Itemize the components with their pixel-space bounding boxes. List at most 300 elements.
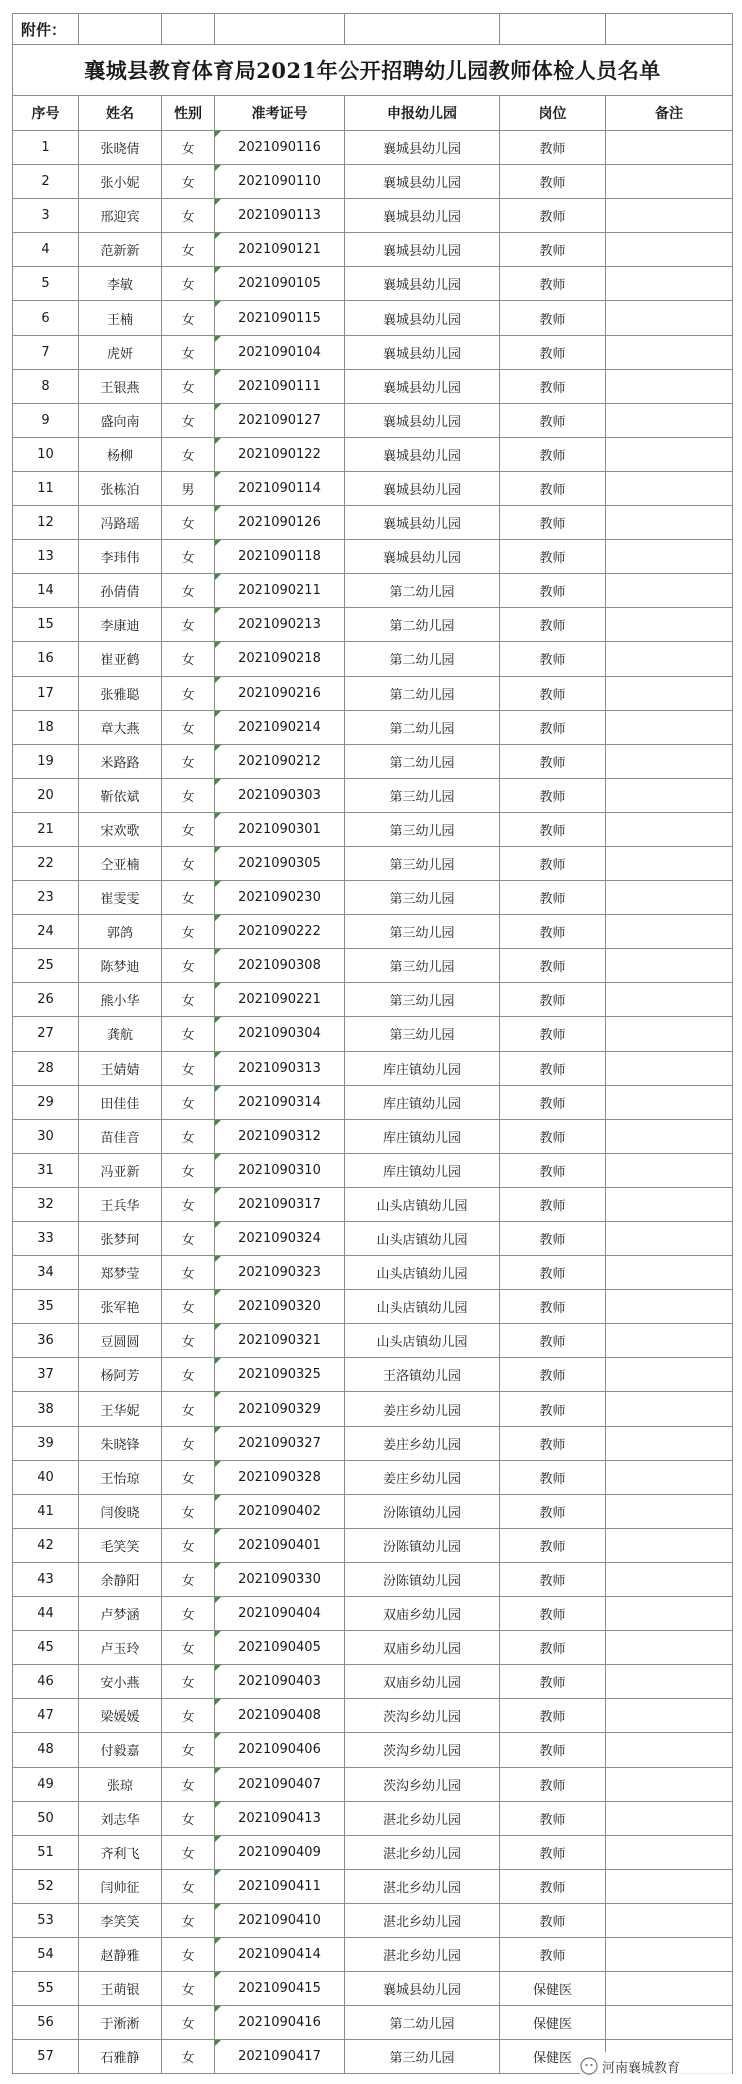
row-name: 冯亚新	[79, 1153, 162, 1187]
row-exam-id: 2021090321	[215, 1324, 345, 1358]
row-remark	[606, 471, 733, 505]
row-index: 8	[13, 369, 79, 403]
row-gender: 女	[162, 915, 215, 949]
row-position: 教师	[500, 233, 606, 267]
attachment-label: 附件：	[13, 14, 79, 45]
row-name: 崔雯雯	[79, 881, 162, 915]
row-index: 3	[13, 199, 79, 233]
row-name: 张晓倩	[79, 131, 162, 165]
row-name: 豆圆圆	[79, 1324, 162, 1358]
row-kindergarten: 第三幼儿园	[345, 1017, 500, 1051]
row-exam-id: 2021090417	[215, 2040, 345, 2074]
row-remark	[606, 642, 733, 676]
row-gender: 女	[162, 1256, 215, 1290]
row-index: 4	[13, 233, 79, 267]
row-gender: 女	[162, 131, 215, 165]
row-exam-id: 2021090304	[215, 1017, 345, 1051]
table-row	[13, 1392, 733, 1426]
row-gender: 女	[162, 267, 215, 301]
row-gender: 女	[162, 369, 215, 403]
table-row	[13, 1119, 733, 1153]
row-index: 22	[13, 846, 79, 880]
row-name: 张梦珂	[79, 1222, 162, 1256]
row-position: 教师	[500, 1494, 606, 1528]
row-remark	[606, 131, 733, 165]
row-remark	[606, 1324, 733, 1358]
row-index: 9	[13, 403, 79, 437]
row-index: 2	[13, 165, 79, 199]
row-kindergarten: 汾陈镇幼儿园	[345, 1494, 500, 1528]
row-kindergarten: 库庄镇幼儿园	[345, 1119, 500, 1153]
row-remark	[606, 1426, 733, 1460]
row-exam-id: 2021090305	[215, 846, 345, 880]
roster-table	[12, 13, 733, 2074]
table-row	[13, 846, 733, 880]
row-position: 教师	[500, 1153, 606, 1187]
table-row	[13, 1597, 733, 1631]
row-remark	[606, 1153, 733, 1187]
row-exam-id: 2021090105	[215, 267, 345, 301]
row-kindergarten: 姜庄乡幼儿园	[345, 1426, 500, 1460]
table-row	[13, 471, 733, 505]
row-exam-id: 2021090407	[215, 1767, 345, 1801]
table-row	[13, 2006, 733, 2040]
row-name: 余静阳	[79, 1562, 162, 1596]
row-exam-id: 2021090401	[215, 1528, 345, 1562]
row-exam-id: 2021090121	[215, 233, 345, 267]
row-kindergarten: 第三幼儿园	[345, 881, 500, 915]
row-index: 7	[13, 335, 79, 369]
table-row	[13, 506, 733, 540]
row-index: 10	[13, 437, 79, 471]
table-row	[13, 1699, 733, 1733]
row-position: 教师	[500, 1767, 606, 1801]
row-position: 教师	[500, 949, 606, 983]
row-gender: 女	[162, 1392, 215, 1426]
row-kindergarten: 襄城县幼儿园	[345, 165, 500, 199]
row-exam-id: 2021090116	[215, 131, 345, 165]
row-kindergarten: 山头店镇幼儿园	[345, 1256, 500, 1290]
row-gender: 女	[162, 1085, 215, 1119]
row-name: 王怡琼	[79, 1460, 162, 1494]
row-name: 李玮伟	[79, 540, 162, 574]
row-position: 教师	[500, 1426, 606, 1460]
row-index: 23	[13, 881, 79, 915]
row-index: 21	[13, 812, 79, 846]
row-kindergarten: 襄城县幼儿园	[345, 471, 500, 505]
row-index: 35	[13, 1290, 79, 1324]
row-kindergarten: 襄城县幼儿园	[345, 1972, 500, 2006]
table-header	[13, 96, 733, 131]
row-name: 孙倩倩	[79, 574, 162, 608]
row-kindergarten: 山头店镇幼儿园	[345, 1222, 500, 1256]
row-name: 石雅静	[79, 2040, 162, 2074]
row-remark	[606, 1835, 733, 1869]
table-row	[13, 1972, 733, 2006]
table-row	[13, 1665, 733, 1699]
row-remark	[606, 1290, 733, 1324]
row-index: 42	[13, 1528, 79, 1562]
row-gender: 女	[162, 1358, 215, 1392]
row-remark	[606, 778, 733, 812]
row-gender: 女	[162, 846, 215, 880]
row-name: 靳依斌	[79, 778, 162, 812]
row-kindergarten: 汾陈镇幼儿园	[345, 1562, 500, 1596]
row-exam-id: 2021090416	[215, 2006, 345, 2040]
row-gender: 女	[162, 642, 215, 676]
row-gender: 女	[162, 233, 215, 267]
row-gender: 女	[162, 1051, 215, 1085]
row-index: 13	[13, 540, 79, 574]
row-remark	[606, 1256, 733, 1290]
row-position: 教师	[500, 1528, 606, 1562]
row-gender: 女	[162, 1494, 215, 1528]
row-exam-id: 2021090408	[215, 1699, 345, 1733]
row-name: 卢玉玲	[79, 1631, 162, 1665]
table-row	[13, 233, 733, 267]
row-exam-id: 2021090328	[215, 1460, 345, 1494]
table-row	[13, 676, 733, 710]
row-exam-id: 2021090104	[215, 335, 345, 369]
row-kindergarten: 湛北乡幼儿园	[345, 1835, 500, 1869]
row-exam-id: 2021090403	[215, 1665, 345, 1699]
row-kindergarten: 襄城县幼儿园	[345, 540, 500, 574]
page-title: 襄城县教育体育局2021年公开招聘幼儿园教师体检人员名单	[13, 45, 733, 96]
row-index: 26	[13, 983, 79, 1017]
table-row	[13, 1051, 733, 1085]
row-position: 教师	[500, 1801, 606, 1835]
row-name: 卢梦涵	[79, 1597, 162, 1631]
row-kindergarten: 茨沟乡幼儿园	[345, 1699, 500, 1733]
row-index: 32	[13, 1187, 79, 1221]
row-remark	[606, 1119, 733, 1153]
row-index: 5	[13, 267, 79, 301]
row-position: 教师	[500, 1869, 606, 1903]
row-exam-id: 2021090214	[215, 710, 345, 744]
row-exam-id: 2021090405	[215, 1631, 345, 1665]
row-exam-id: 2021090406	[215, 1733, 345, 1767]
row-index: 48	[13, 1733, 79, 1767]
table-row	[13, 1528, 733, 1562]
row-index: 17	[13, 676, 79, 710]
row-position: 教师	[500, 1460, 606, 1494]
table-row	[13, 1801, 733, 1835]
row-index: 34	[13, 1256, 79, 1290]
table-row	[13, 778, 733, 812]
row-remark	[606, 846, 733, 880]
row-position: 教师	[500, 608, 606, 642]
table-row	[13, 574, 733, 608]
row-position: 教师	[500, 744, 606, 778]
row-kindergarten: 襄城县幼儿园	[345, 369, 500, 403]
column-header: 准考证号	[215, 96, 345, 131]
row-kindergarten: 湛北乡幼儿园	[345, 1869, 500, 1903]
row-name: 郑梦莹	[79, 1256, 162, 1290]
row-index: 14	[13, 574, 79, 608]
row-remark	[606, 1051, 733, 1085]
row-name: 虎妍	[79, 335, 162, 369]
row-kindergarten: 第二幼儿园	[345, 608, 500, 642]
table-row	[13, 1153, 733, 1187]
row-position: 保健医	[500, 2006, 606, 2040]
row-gender: 女	[162, 1972, 215, 2006]
row-exam-id: 2021090413	[215, 1801, 345, 1835]
row-name: 崔亚鹤	[79, 642, 162, 676]
row-position: 教师	[500, 676, 606, 710]
row-gender: 女	[162, 199, 215, 233]
row-name: 邢迎宾	[79, 199, 162, 233]
row-gender: 女	[162, 1937, 215, 1971]
row-gender: 女	[162, 778, 215, 812]
row-index: 52	[13, 1869, 79, 1903]
row-kindergarten: 库庄镇幼儿园	[345, 1085, 500, 1119]
row-position: 教师	[500, 881, 606, 915]
row-index: 11	[13, 471, 79, 505]
row-position: 教师	[500, 1562, 606, 1596]
row-position: 教师	[500, 1937, 606, 1971]
row-remark	[606, 1869, 733, 1903]
row-index: 43	[13, 1562, 79, 1596]
row-kindergarten: 襄城县幼儿园	[345, 301, 500, 335]
row-position: 教师	[500, 812, 606, 846]
row-position: 教师	[500, 165, 606, 199]
row-position: 教师	[500, 1631, 606, 1665]
row-name: 王萌银	[79, 1972, 162, 2006]
row-gender: 女	[162, 1290, 215, 1324]
row-index: 38	[13, 1392, 79, 1426]
row-name: 毛笑笑	[79, 1528, 162, 1562]
row-position: 教师	[500, 437, 606, 471]
row-kindergarten: 第三幼儿园	[345, 2040, 500, 2074]
row-remark	[606, 1699, 733, 1733]
row-position: 教师	[500, 710, 606, 744]
row-name: 宋欢歌	[79, 812, 162, 846]
row-index: 30	[13, 1119, 79, 1153]
row-position: 教师	[500, 1903, 606, 1937]
row-kindergarten: 双庙乡幼儿园	[345, 1665, 500, 1699]
row-remark	[606, 1733, 733, 1767]
row-kindergarten: 第三幼儿园	[345, 949, 500, 983]
row-gender: 女	[162, 1699, 215, 1733]
table-row	[13, 1733, 733, 1767]
row-remark	[606, 1460, 733, 1494]
row-name: 付毅嘉	[79, 1733, 162, 1767]
row-index: 18	[13, 710, 79, 744]
row-gender: 女	[162, 1631, 215, 1665]
table-row	[13, 1358, 733, 1392]
row-kindergarten: 第二幼儿园	[345, 710, 500, 744]
table-row	[13, 403, 733, 437]
row-gender: 女	[162, 1426, 215, 1460]
column-header: 序号	[13, 96, 79, 131]
row-name: 田佳佳	[79, 1085, 162, 1119]
row-position: 教师	[500, 335, 606, 369]
row-gender: 女	[162, 2040, 215, 2074]
row-remark	[606, 1801, 733, 1835]
row-gender: 女	[162, 437, 215, 471]
row-gender: 女	[162, 335, 215, 369]
row-index: 37	[13, 1358, 79, 1392]
row-gender: 女	[162, 676, 215, 710]
row-position: 教师	[500, 1665, 606, 1699]
row-exam-id: 2021090324	[215, 1222, 345, 1256]
row-exam-id: 2021090126	[215, 506, 345, 540]
table-row	[13, 301, 733, 335]
row-kindergarten: 双庙乡幼儿园	[345, 1597, 500, 1631]
row-index: 54	[13, 1937, 79, 1971]
row-kindergarten: 第三幼儿园	[345, 778, 500, 812]
row-name: 杨柳	[79, 437, 162, 471]
row-exam-id: 2021090118	[215, 540, 345, 574]
row-name: 于淅淅	[79, 2006, 162, 2040]
row-remark	[606, 1017, 733, 1051]
row-name: 陈梦迪	[79, 949, 162, 983]
row-kindergarten: 姜庄乡幼儿园	[345, 1392, 500, 1426]
row-remark	[606, 1187, 733, 1221]
row-position: 保健医	[500, 2040, 606, 2074]
row-index: 20	[13, 778, 79, 812]
row-kindergarten: 茨沟乡幼儿园	[345, 1733, 500, 1767]
watermark-text: 河南襄城教育	[602, 2060, 681, 2076]
row-exam-id: 2021090410	[215, 1903, 345, 1937]
row-kindergarten: 山头店镇幼儿园	[345, 1187, 500, 1221]
table-row	[13, 1835, 733, 1869]
row-name: 李敏	[79, 267, 162, 301]
row-remark	[606, 915, 733, 949]
row-gender: 女	[162, 1665, 215, 1699]
row-index: 49	[13, 1767, 79, 1801]
row-name: 安小燕	[79, 1665, 162, 1699]
row-gender: 女	[162, 506, 215, 540]
row-name: 王楠	[79, 301, 162, 335]
row-exam-id: 2021090415	[215, 1972, 345, 2006]
row-name: 王兵华	[79, 1187, 162, 1221]
row-exam-id: 2021090115	[215, 301, 345, 335]
row-remark	[606, 1972, 733, 2006]
row-index: 55	[13, 1972, 79, 2006]
table-row	[13, 1903, 733, 1937]
table-row	[13, 1222, 733, 1256]
row-kindergarten: 襄城县幼儿园	[345, 233, 500, 267]
row-remark	[606, 2006, 733, 2040]
table-row	[13, 1324, 733, 1358]
table-row	[13, 710, 733, 744]
row-gender: 女	[162, 1597, 215, 1631]
row-kindergarten: 襄城县幼儿园	[345, 506, 500, 540]
row-remark	[606, 1528, 733, 1562]
row-gender: 女	[162, 1460, 215, 1494]
row-name: 张雅聪	[79, 676, 162, 710]
row-exam-id: 2021090127	[215, 403, 345, 437]
row-name: 刘志华	[79, 1801, 162, 1835]
row-exam-id: 2021090327	[215, 1426, 345, 1460]
table-row	[13, 608, 733, 642]
row-kindergarten: 湛北乡幼儿园	[345, 1801, 500, 1835]
row-position: 教师	[500, 1597, 606, 1631]
row-remark	[606, 1597, 733, 1631]
row-exam-id: 2021090111	[215, 369, 345, 403]
row-exam-id: 2021090211	[215, 574, 345, 608]
row-index: 15	[13, 608, 79, 642]
row-index: 44	[13, 1597, 79, 1631]
row-name: 龚航	[79, 1017, 162, 1051]
row-index: 1	[13, 131, 79, 165]
row-position: 教师	[500, 540, 606, 574]
row-kindergarten: 库庄镇幼儿园	[345, 1153, 500, 1187]
row-gender: 女	[162, 1324, 215, 1358]
column-header: 岗位	[500, 96, 606, 131]
row-gender: 女	[162, 1801, 215, 1835]
row-exam-id: 2021090325	[215, 1358, 345, 1392]
row-exam-id: 2021090113	[215, 199, 345, 233]
row-gender: 女	[162, 1903, 215, 1937]
row-index: 41	[13, 1494, 79, 1528]
row-name: 李康迪	[79, 608, 162, 642]
row-name: 盛向南	[79, 403, 162, 437]
row-name: 张琼	[79, 1767, 162, 1801]
row-index: 50	[13, 1801, 79, 1835]
row-exam-id: 2021090110	[215, 165, 345, 199]
row-gender: 女	[162, 403, 215, 437]
row-remark	[606, 540, 733, 574]
row-remark	[606, 233, 733, 267]
row-name: 章大燕	[79, 710, 162, 744]
row-kindergarten: 第二幼儿园	[345, 2006, 500, 2040]
row-position: 教师	[500, 846, 606, 880]
row-remark	[606, 1358, 733, 1392]
row-position: 教师	[500, 1085, 606, 1119]
row-exam-id: 2021090313	[215, 1051, 345, 1085]
row-exam-id: 2021090317	[215, 1187, 345, 1221]
row-name: 张小妮	[79, 165, 162, 199]
row-position: 教师	[500, 574, 606, 608]
row-name: 李笑笑	[79, 1903, 162, 1937]
row-position: 教师	[500, 1835, 606, 1869]
row-exam-id: 2021090218	[215, 642, 345, 676]
row-remark	[606, 1767, 733, 1801]
row-kindergarten: 山头店镇幼儿园	[345, 1324, 500, 1358]
row-kindergarten: 襄城县幼儿园	[345, 335, 500, 369]
row-remark	[606, 267, 733, 301]
row-gender: 女	[162, 1528, 215, 1562]
table-row	[13, 335, 733, 369]
row-remark	[606, 1222, 733, 1256]
row-name: 齐利飞	[79, 1835, 162, 1869]
row-name: 王华妮	[79, 1392, 162, 1426]
row-position: 教师	[500, 506, 606, 540]
row-kindergarten: 第二幼儿园	[345, 676, 500, 710]
row-name: 王银燕	[79, 369, 162, 403]
row-remark	[606, 676, 733, 710]
row-gender: 女	[162, 1562, 215, 1596]
row-gender: 女	[162, 540, 215, 574]
row-position: 教师	[500, 1733, 606, 1767]
row-kindergarten: 湛北乡幼儿园	[345, 1937, 500, 1971]
row-name: 米路路	[79, 744, 162, 778]
row-index: 40	[13, 1460, 79, 1494]
row-exam-id: 2021090212	[215, 744, 345, 778]
row-remark	[606, 1903, 733, 1937]
row-exam-id: 2021090308	[215, 949, 345, 983]
row-position: 教师	[500, 642, 606, 676]
row-remark	[606, 574, 733, 608]
row-kindergarten: 襄城县幼儿园	[345, 267, 500, 301]
row-remark	[606, 1494, 733, 1528]
row-exam-id: 2021090329	[215, 1392, 345, 1426]
row-name: 范新新	[79, 233, 162, 267]
row-name: 张栋泊	[79, 471, 162, 505]
attachment-row	[13, 14, 733, 45]
